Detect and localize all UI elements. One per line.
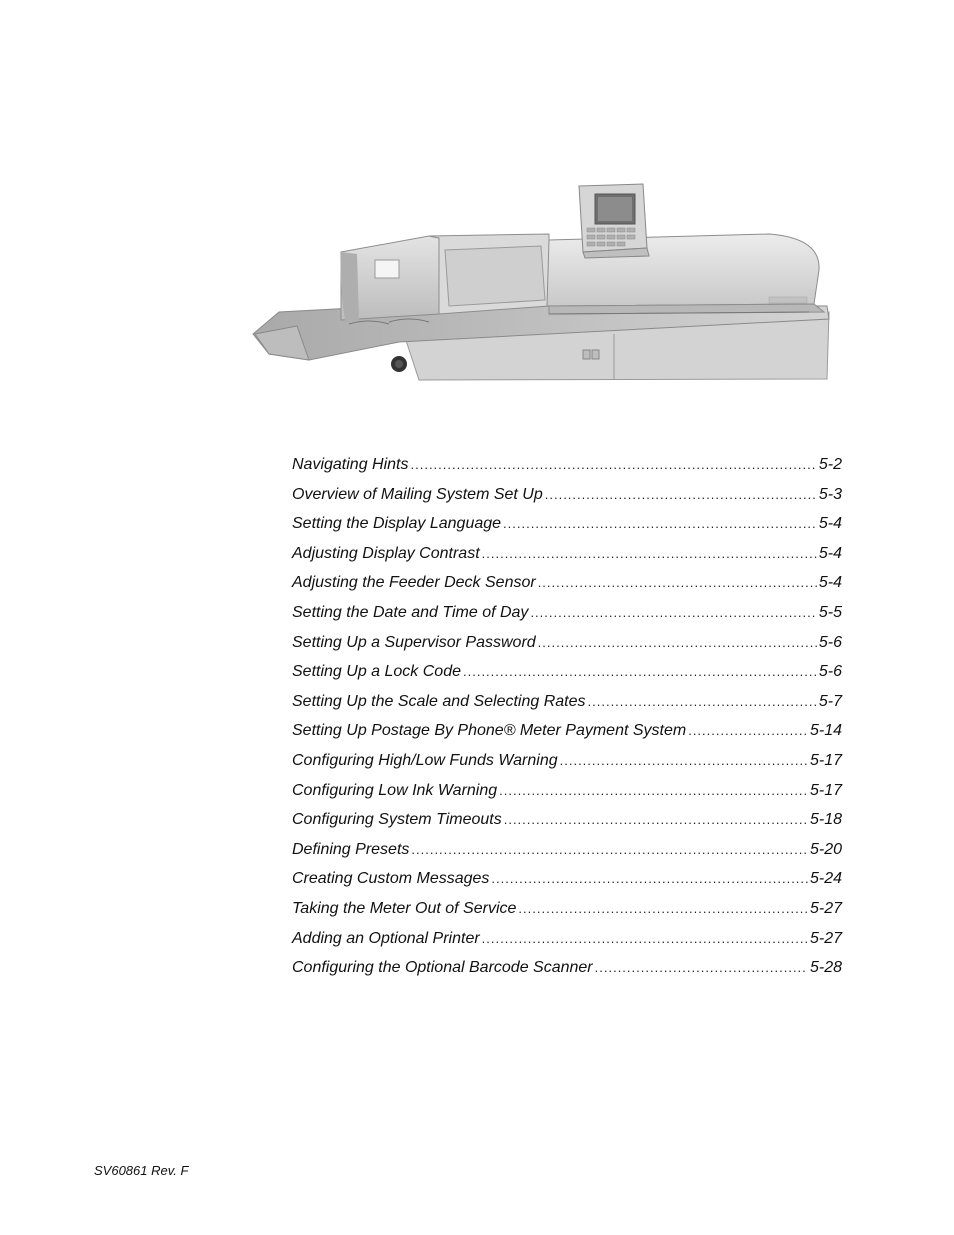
toc-entry-title: Adjusting the Feeder Deck Sensor xyxy=(292,574,536,592)
toc-entry-page-number: 5-3 xyxy=(818,485,842,503)
toc-dot-leader xyxy=(463,664,817,679)
toc-dot-leader xyxy=(518,901,808,916)
toc-entry[interactable] xyxy=(292,959,842,989)
toc-entry-title: Adjusting Display Contrast xyxy=(292,544,480,562)
toc-entry-page-number: 5-5 xyxy=(818,603,842,621)
toc-entry[interactable] xyxy=(292,515,842,545)
toc-entry-title: Adding an Optional Printer xyxy=(292,929,480,947)
toc-entry-page-number: 5-4 xyxy=(818,544,842,562)
toc-entry-title: Overview of Mailing System Set Up xyxy=(292,485,543,503)
toc-dot-leader xyxy=(688,723,808,738)
toc-entry[interactable] xyxy=(292,456,842,486)
toc-entry-page-number: 5-14 xyxy=(809,722,842,740)
toc-dot-leader xyxy=(504,812,808,827)
toc-entry[interactable] xyxy=(292,604,842,634)
toc-entry[interactable] xyxy=(292,693,842,723)
toc-dot-leader xyxy=(499,783,808,798)
toc-entry-title: Configuring Low Ink Warning xyxy=(292,781,498,799)
toc-entry[interactable] xyxy=(292,930,842,960)
toc-dot-leader xyxy=(538,575,817,590)
toc-entry-page-number: 5-6 xyxy=(818,663,842,681)
toc-entry-title: Setting Up the Scale and Selecting Rates xyxy=(292,692,586,710)
toc-dot-leader xyxy=(588,694,817,709)
toc-entry[interactable] xyxy=(292,900,842,930)
toc-entry-page-number: 5-27 xyxy=(809,899,842,917)
toc-entry-page-number: 5-24 xyxy=(809,870,842,888)
toc-entry-title: Setting the Display Language xyxy=(292,515,502,533)
toc-entry[interactable] xyxy=(292,663,842,693)
toc-entry-title: Configuring System Timeouts xyxy=(292,811,502,829)
toc-entry[interactable] xyxy=(292,870,842,900)
toc-entry-page-number: 5-17 xyxy=(809,751,842,769)
toc-dot-leader xyxy=(411,842,808,857)
toc-entry-page-number: 5-17 xyxy=(809,781,842,799)
document-revision: SV60861 Rev. F xyxy=(94,1163,189,1178)
toc-dot-leader xyxy=(503,516,817,531)
toc-dot-leader xyxy=(482,931,808,946)
toc-entry[interactable] xyxy=(292,752,842,782)
toc-entry-page-number: 5-4 xyxy=(818,574,842,592)
toc-entry-title: Setting Up Postage By Phone® Meter Payment System xyxy=(292,722,687,740)
toc-entry-page-number: 5-4 xyxy=(818,515,842,533)
toc-entry[interactable] xyxy=(292,782,842,812)
toc-entry-title: Navigating Hints xyxy=(292,456,409,473)
toc-entry-title: Setting Up a Lock Code xyxy=(292,663,461,681)
toc-entry-page-number: 5-7 xyxy=(818,692,842,710)
toc-dot-leader xyxy=(595,960,808,975)
toc-entry-page-number: 5-20 xyxy=(809,840,842,858)
toc-entry-page-number: 5-27 xyxy=(809,929,842,947)
toc-dot-leader xyxy=(491,871,808,886)
toc-entry[interactable] xyxy=(292,574,842,604)
toc-entry[interactable] xyxy=(292,841,842,871)
mailing-system-photo xyxy=(249,174,831,388)
toc-entry-page-number: 5-28 xyxy=(809,959,842,977)
toc-dot-leader xyxy=(538,635,817,650)
toc-entry[interactable] xyxy=(292,722,842,752)
toc-entry[interactable] xyxy=(292,545,842,575)
toc-entry-title: Defining Presets xyxy=(292,840,410,858)
table-of-contents xyxy=(292,456,842,989)
toc-entry-title: Setting Up a Supervisor Password xyxy=(292,633,536,651)
toc-dot-leader xyxy=(560,753,808,768)
toc-entry-title: Setting the Date and Time of Day xyxy=(292,603,529,621)
toc-entry-page-number: 5-2 xyxy=(818,456,842,473)
toc-dot-leader xyxy=(482,546,817,561)
toc-entry-title: Creating Custom Messages xyxy=(292,870,490,888)
toc-entry[interactable] xyxy=(292,811,842,841)
toc-entry-title: Configuring High/Low Funds Warning xyxy=(292,751,558,769)
toc-dot-leader xyxy=(545,487,817,502)
toc-dot-leader xyxy=(530,605,816,620)
toc-entry-title: Taking the Meter Out of Service xyxy=(292,899,517,917)
toc-entry[interactable] xyxy=(292,486,842,516)
toc-entry-page-number: 5-18 xyxy=(809,811,842,829)
toc-dot-leader xyxy=(411,457,817,472)
toc-entry-title: Configuring the Optional Barcode Scanner xyxy=(292,959,593,977)
toc-entry[interactable] xyxy=(292,634,842,664)
toc-entry-page-number: 5-6 xyxy=(818,633,842,651)
